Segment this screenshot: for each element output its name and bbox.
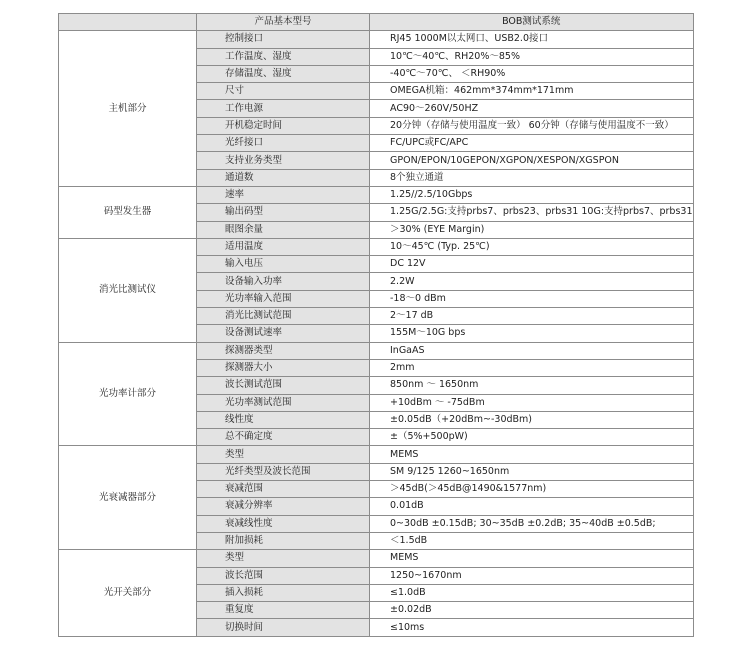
- param-value: 0~30dB ±0.15dB; 30~35dB ±0.2dB; 35~40dB ±0.5dB;: [370, 515, 694, 532]
- param-name: 输入电压: [197, 256, 370, 273]
- param-name: 波长测试范围: [197, 377, 370, 394]
- param-name: 消光比测试范围: [197, 308, 370, 325]
- spec-row: [59, 238, 694, 255]
- param-name: 探测器大小: [197, 359, 370, 376]
- header-system-name: BOB测试系统: [370, 14, 694, 31]
- param-name: 衰减线性度: [197, 515, 370, 532]
- param-name: 通道数: [197, 169, 370, 186]
- param-value: -18～0 dBm: [370, 290, 694, 307]
- param-value: 8个独立通道: [370, 169, 694, 186]
- param-name: 插入损耗: [197, 584, 370, 601]
- param-value: InGaAS: [370, 342, 694, 359]
- param-name: 总不确定度: [197, 429, 370, 446]
- param-value: 1.25G/2.5G:支持prbs7、prbs23、prbs31 10G:支持prbs7、prbs31: [370, 204, 694, 221]
- param-value: 155M～10G bps: [370, 325, 694, 342]
- param-name: 速率: [197, 186, 370, 203]
- header-row: [59, 14, 694, 31]
- param-name: 输出码型: [197, 204, 370, 221]
- param-name: 光纤类型及波长范围: [197, 463, 370, 480]
- param-value: +10dBm ～ -75dBm: [370, 394, 694, 411]
- param-value: FC/UPC或FC/APC: [370, 135, 694, 152]
- param-value: ＞45dB(＞45dB@1490&1577nm): [370, 481, 694, 498]
- param-value: GPON/EPON/10GEPON/XGPON/XESPON/XGSPON: [370, 152, 694, 169]
- param-value: SM 9/125 1260~1650nm: [370, 463, 694, 480]
- param-value: ≤10ms: [370, 619, 694, 636]
- param-name: 衰减范围: [197, 481, 370, 498]
- header-blank-cell: [59, 14, 197, 31]
- group-name: 光功率计部分: [59, 342, 197, 446]
- param-value: RJ45 1000M以太网口、USB2.0接口: [370, 31, 694, 48]
- param-value: 0.01dB: [370, 498, 694, 515]
- group-name: 码型发生器: [59, 186, 197, 238]
- param-value: 2～17 dB: [370, 308, 694, 325]
- param-name: 波长范围: [197, 567, 370, 584]
- group-name: 消光比测试仪: [59, 238, 197, 342]
- param-value: MEMS: [370, 446, 694, 463]
- param-value: 2.2W: [370, 273, 694, 290]
- spec-row: [59, 550, 694, 567]
- spec-row: [59, 31, 694, 48]
- param-value: 20分钟（存储与使用温度一致） 60分钟（存储与使用温度不一致）: [370, 117, 694, 134]
- param-value: ±0.02dB: [370, 602, 694, 619]
- param-value: DC 12V: [370, 256, 694, 273]
- param-name: 附加损耗: [197, 532, 370, 549]
- param-name: 光功率输入范围: [197, 290, 370, 307]
- spec-row: [59, 186, 694, 203]
- param-name: 工作温度、湿度: [197, 48, 370, 65]
- param-name: 线性度: [197, 411, 370, 428]
- param-name: 设备输入功率: [197, 273, 370, 290]
- group-name: 光衰减器部分: [59, 446, 197, 550]
- header-model-label: 产品基本型号: [197, 14, 370, 31]
- param-value: 850nm ～ 1650nm: [370, 377, 694, 394]
- spec-table: [58, 13, 694, 637]
- param-name: 重复度: [197, 602, 370, 619]
- param-value: ≤1.0dB: [370, 584, 694, 601]
- param-value: ±（5%+500pW): [370, 429, 694, 446]
- group-name: 光开关部分: [59, 550, 197, 636]
- param-name: 探测器类型: [197, 342, 370, 359]
- param-value: 2mm: [370, 359, 694, 376]
- param-name: 切换时间: [197, 619, 370, 636]
- param-name: 开机稳定时间: [197, 117, 370, 134]
- param-value: 1250~1670nm: [370, 567, 694, 584]
- param-value: ±0.05dB（+20dBm~-30dBm): [370, 411, 694, 428]
- param-name: 工作电源: [197, 100, 370, 117]
- param-name: 眼图余量: [197, 221, 370, 238]
- spec-row: [59, 342, 694, 359]
- param-name: 光功率测试范围: [197, 394, 370, 411]
- param-value: 10℃～40℃、RH20%～85%: [370, 48, 694, 65]
- param-name: 类型: [197, 550, 370, 567]
- param-value: ＜1.5dB: [370, 532, 694, 549]
- param-value: 1.25//2.5/10Gbps: [370, 186, 694, 203]
- param-value: 10～45℃ (Typ. 25℃): [370, 238, 694, 255]
- param-name: 尺寸: [197, 83, 370, 100]
- param-name: 控制接口: [197, 31, 370, 48]
- param-name: 衰减分辨率: [197, 498, 370, 515]
- param-value: AC90～260V/50HZ: [370, 100, 694, 117]
- spec-row: [59, 446, 694, 463]
- param-value: MEMS: [370, 550, 694, 567]
- param-name: 光纤接口: [197, 135, 370, 152]
- param-name: 存储温度、湿度: [197, 65, 370, 82]
- param-name: 设备测试速率: [197, 325, 370, 342]
- param-name: 适用温度: [197, 238, 370, 255]
- param-value: -40℃～70℃、 ＜RH90%: [370, 65, 694, 82]
- param-name: 支持业务类型: [197, 152, 370, 169]
- param-name: 类型: [197, 446, 370, 463]
- param-value: ＞30% (EYE Margin): [370, 221, 694, 238]
- param-value: OMEGA机箱：462mm*374mm*171mm: [370, 83, 694, 100]
- group-name: 主机部分: [59, 31, 197, 187]
